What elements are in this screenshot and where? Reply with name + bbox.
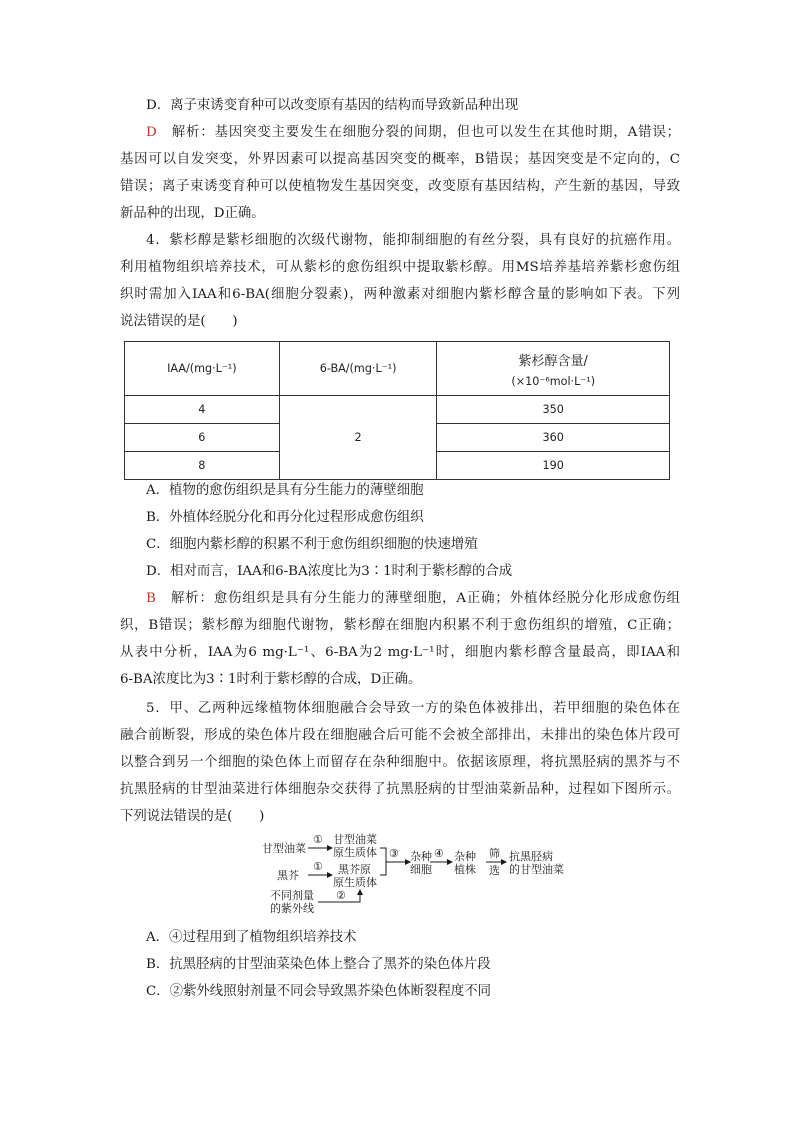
label-uv-1: 不同剂量 xyxy=(270,889,314,902)
cell-taxol: 360 xyxy=(437,424,670,452)
q5-stem-line-1: 5．甲、乙两种远缘植物体细胞融合会导致一方的染色体被排出，若甲细胞的染色体在 xyxy=(146,701,680,716)
header-6ba: 6-BA/(mg·L⁻¹) xyxy=(279,342,437,396)
label-hybrid-plant-2: 植株 xyxy=(454,863,476,876)
table-row xyxy=(125,396,670,424)
q3-answer: D xyxy=(146,125,157,140)
q4-analysis-line-2: 织，B错误；紫杉醇为细胞代谢物，紫杉醇在细胞内积累不利于愈伤组织的增殖，C正确； xyxy=(120,618,680,633)
q4-stem-line-3: 织时需加入IAA和6-BA(细胞分裂素)，两种激素对细胞内紫杉醇含量的影响如下表。下列 xyxy=(120,287,680,302)
q3-analysis-line-4: 新品种的出现，D正确。 xyxy=(120,206,265,221)
label-mustard-protoplast-2: 原生质体 xyxy=(333,876,377,889)
label-screen-1: 筛 xyxy=(489,847,500,860)
label-step1-top: ① xyxy=(313,833,323,846)
label-step2: ② xyxy=(336,889,346,902)
cell-taxol: 190 xyxy=(437,452,670,480)
merge-bracket xyxy=(380,848,386,875)
cell-iaa: 8 xyxy=(125,452,280,480)
q5-stem-line-5: 下列说法错误的是( ) xyxy=(120,809,265,824)
q4-answer: B xyxy=(146,591,156,606)
q4-data-table xyxy=(124,341,670,480)
q4-stem-line-1: 4．紫杉醇是紫杉细胞的次级代谢物，能抑制细胞的有丝分裂，具有良好的抗癌作用。 xyxy=(146,233,680,248)
q4-option-c: C．细胞内紫杉醇的积累不利于愈伤组织细胞的快速增殖 xyxy=(146,537,478,552)
header-taxol xyxy=(437,342,670,396)
label-step1-bottom: ① xyxy=(313,860,323,873)
q5-option-a: A．④过程用到了植物组织培养技术 xyxy=(146,930,357,945)
q4-analysis-label: 解析： xyxy=(171,591,214,606)
label-hybrid-cell-2: 细胞 xyxy=(410,863,432,876)
q4-option-a: A．植物的愈伤组织是具有分生能力的薄壁细胞 xyxy=(146,483,424,498)
cell-iaa: 6 xyxy=(125,424,280,452)
q5-option-b: B．抗黑胫病的甘型油菜染色体上整合了黑芥的染色体片段 xyxy=(146,957,491,972)
label-result-1: 抗黑胫病 xyxy=(509,850,553,863)
label-result-2: 的甘型油菜 xyxy=(509,863,564,876)
process-diagram xyxy=(250,832,570,920)
label-mustard: 黑芥 xyxy=(277,869,299,882)
label-rapeseed: 甘型油菜 xyxy=(262,842,306,855)
label-rapeseed-protoplast-1: 甘型油菜 xyxy=(333,833,377,846)
q5-stem-line-3: 以整合到另一个细胞的染色体上而留存在杂种细胞中。依据该原理，将抗黑胫病的黑芥与不 xyxy=(120,755,680,770)
q5-stem-line-2: 融合前断裂，形成的染色体片段在细胞融合后可能不会被全部排出，未排出的染色体片段可 xyxy=(120,728,680,743)
label-screen-2: 选 xyxy=(489,864,500,877)
q3-analysis-text-1: 基因突变主要发生在细胞分裂的间期，但也可以发生在其他时期，A错误； xyxy=(214,125,680,140)
header-iaa: IAA/(mg·L⁻¹) xyxy=(125,342,280,396)
label-rapeseed-protoplast-2: 原生质体 xyxy=(333,846,377,859)
q3-analysis-label: 解析： xyxy=(171,125,215,140)
q4-stem-line-4: 说法错误的是( ) xyxy=(120,314,238,329)
label-hybrid-plant-1: 杂种 xyxy=(454,850,476,863)
q4-analysis-text-1: 愈伤组织是具有分生能力的薄壁细胞，A正确；外植体经脱分化形成愈伤组 xyxy=(213,591,680,606)
q3-analysis-line-1 xyxy=(146,124,680,142)
cell-6ba: 2 xyxy=(279,396,437,480)
q4-analysis-line-3: 从表中分析，IAA为6 mg·L⁻¹、6-BA为2 mg·L⁻¹时，细胞内紫杉醇含量最高，即IAA和 xyxy=(120,645,680,660)
label-mustard-protoplast-1: 黑芥原 xyxy=(338,863,371,876)
label-step4: ④ xyxy=(434,847,444,860)
cell-taxol: 350 xyxy=(437,396,670,424)
cell-iaa: 4 xyxy=(125,396,280,424)
q4-analysis-line-1 xyxy=(146,590,680,608)
label-step3: ③ xyxy=(389,847,399,860)
q4-option-b: B．外植体经脱分化和再分化过程形成愈伤组织 xyxy=(146,510,424,525)
label-uv-2: 的紫外线 xyxy=(270,902,314,915)
q4-option-d: D．相对而言，IAA和6-BA浓度比为3∶1时利于紫杉醇的合成 xyxy=(146,564,513,579)
table-header-row xyxy=(125,342,670,396)
q4-stem-line-2: 利用植物组织培养技术，可从紫杉的愈伤组织中提取紫杉醇。用MS培养基培养紫杉愈伤组 xyxy=(120,260,680,275)
label-hybrid-cell-1: 杂种 xyxy=(410,850,432,863)
q3-option-d: D．离子束诱变育种可以改变原有基因的结构而导致新品种出现 xyxy=(146,98,519,113)
q3-analysis-line-3: 错误；离子束诱变育种可以使植物发生基因突变，改变原有基因结构，产生新的基因，导致 xyxy=(120,179,680,194)
q5-option-c: C．②紫外线照射剂量不同会导致黑芥染色体断裂程度不同 xyxy=(146,984,492,999)
q4-analysis-line-4: 6-BA浓度比为3∶1时利于紫杉醇的合成，D正确。 xyxy=(120,672,422,687)
q3-analysis-line-2: 基因可以自发突变，外界因素可以提高基因突变的概率，B错误；基因突变是不定向的，C xyxy=(120,152,680,167)
q5-stem-line-4: 抗黑胫病的甘型油菜进行体细胞杂交获得了抗黑胫病的甘型油菜新品种，过程如下图所示。 xyxy=(120,782,680,797)
header-taxol-line-1: 紫杉醇含量/ xyxy=(518,353,588,369)
header-taxol-line-2: (×10⁻⁶mol·L⁻¹) xyxy=(511,374,596,388)
